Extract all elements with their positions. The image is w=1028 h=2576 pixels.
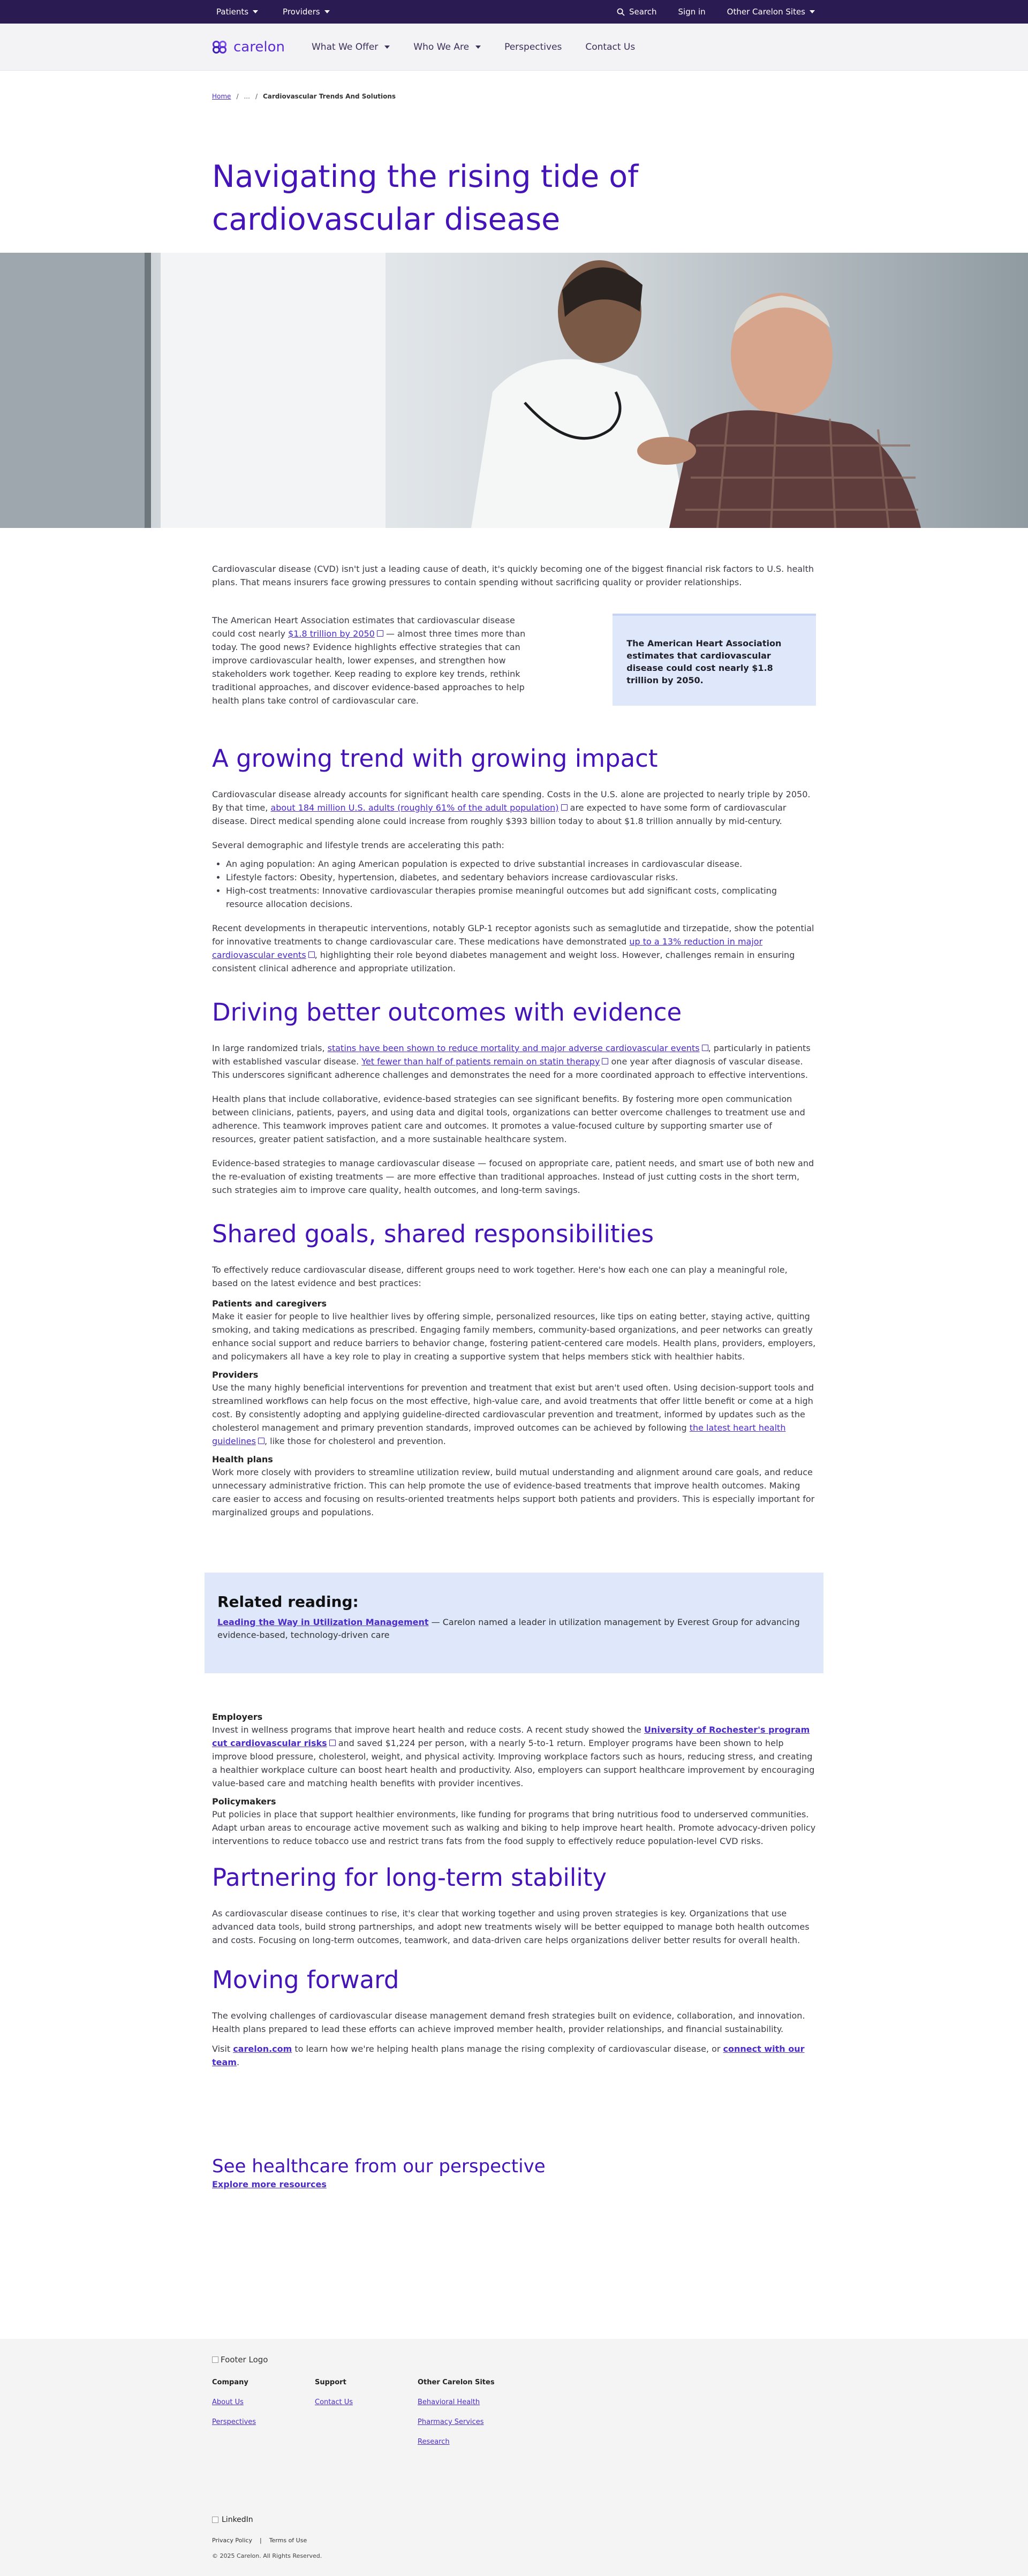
text-span: — almost three times more than today. The good news? Evidence highlights effective strategies that can improve cardiovascular health, lower expenses, and strengthen how stakeholders work together. Keep reading to explore key trends, rethink traditional approaches, and discover evidence-based approaches to help health plans take control of cardiovascular care. bbox=[212, 629, 526, 706]
section-growing-trend bbox=[212, 788, 816, 975]
text-span: . bbox=[236, 2057, 240, 2067]
privacy-policy-link[interactable]: Privacy Policy bbox=[212, 2537, 252, 2544]
glp1-reduction-link[interactable]: up to a 13% reduction in major cardiovascular events bbox=[212, 936, 763, 960]
linkedin-link[interactable] bbox=[212, 2515, 816, 2524]
paragraph: Work more closely with providers to streamline utilization review, build mutual understanding and alignment around care goals, and reduce unnecessary administrative friction. This can help promote the use of evidence-based treatments that improve health outcomes. Making care easier to access and focusing on results-oriented treatments helps support both patients and providers. This is especially important for marginalized groups and populations. bbox=[212, 1467, 815, 1517]
paragraph bbox=[212, 1723, 816, 1790]
paragraph: The evolving challenges of cardiovascular disease management demand fresh strategies built on evidence, collaboration, and innovation. Health plans prepared to lead these efforts can achieve improved member health, provider relationships, and financial sustainability. bbox=[212, 2011, 805, 2034]
intro-paragraph: Cardiovascular disease (CVD) isn't just a leading cause of death, it's quickly becoming one of the biggest financial risk factors to U.S. health plans. That means insurers face growing pressures to contain spending without sacrificing quality or provider relationships. bbox=[212, 564, 814, 587]
providers-label: Providers bbox=[283, 7, 320, 17]
audience-menu bbox=[216, 7, 330, 17]
footer-link-perspectives[interactable]: Perspectives bbox=[212, 2418, 256, 2426]
providers-menu[interactable] bbox=[283, 7, 330, 17]
nav-label: Who We Are bbox=[413, 41, 470, 52]
site-footer bbox=[0, 2339, 1028, 2576]
perspective-cta bbox=[212, 2156, 816, 2189]
broken-image-icon bbox=[212, 2356, 218, 2363]
article-body bbox=[0, 562, 1028, 1519]
legal-links bbox=[212, 2537, 816, 2544]
footer-col-title: Support bbox=[315, 2378, 346, 2386]
list-item: • An aging population: An aging American population is expected to drive substantial increases in cardiovascular disease. bbox=[226, 857, 816, 871]
copyright: © 2025 Carelon. All Rights Reserved. bbox=[212, 2552, 322, 2559]
footer-logo[interactable] bbox=[212, 2355, 816, 2365]
utility-bar bbox=[0, 0, 1028, 24]
paragraph bbox=[212, 1041, 816, 1082]
chevron-down-icon bbox=[384, 46, 390, 49]
footer-link-research[interactable]: Research bbox=[418, 2438, 450, 2446]
perspective-heading: See healthcare from our perspective bbox=[212, 2156, 546, 2177]
heart-guidelines-link[interactable]: the latest heart health guidelines bbox=[212, 1423, 786, 1446]
carelon-mark-icon bbox=[212, 41, 230, 54]
search-button[interactable] bbox=[617, 7, 657, 17]
page-title: Navigating the rising tide of cardiovascular disease bbox=[212, 159, 639, 237]
other-sites-menu[interactable] bbox=[727, 7, 815, 17]
rochester-program-link[interactable]: University of Rochester's program cut cardiovascular risks bbox=[212, 1725, 810, 1748]
sign-in-link[interactable]: Sign in bbox=[678, 7, 706, 17]
paragraph: Evidence-based strategies to manage cardiovascular disease — focused on appropriate care, patient needs, and smart use of both new and the re-evaluation of existing treatments — are more effective than traditional approaches. Instead of just cutting costs in the short term, such strategies aim to improve care quality, health outcomes, and long-term savings. bbox=[212, 1158, 814, 1195]
chevron-down-icon bbox=[810, 10, 815, 13]
section-heading-better-outcomes: Driving better outcomes with evidence bbox=[212, 998, 682, 1026]
nav-perspectives[interactable]: Perspectives bbox=[504, 41, 562, 52]
subheading-patients: Patients and caregivers bbox=[212, 1298, 327, 1309]
paragraph: Make it easier for people to live healthier lives by offering simple, personalized resources, like tips on eating better, staying active, quitting smoking, and taking medications as prescribed. Engaging family members, community-based organizations, and peer networks can greatly enhance social support and reduce barriers to behavior change, fostering patient-centered care models. Health plans, providers, employers, and policymakers all have a key role to play in creating a supportive system that helps members stick with healthier habits. bbox=[212, 1311, 816, 1362]
related-reading-text bbox=[217, 1616, 811, 1642]
section-better-outcomes bbox=[212, 1041, 816, 1197]
paragraph: As cardiovascular disease continues to rise, it's clear that working together and using proven strategies is key. Organizations that use advanced data tools, build strong partnerships, and adopt new treatments wisely will be better equipped to manage both health outcomes and costs. Focusing on long-term outcomes, teamwork, and data-driven care helps organizations deliver better results for overall health. bbox=[212, 1908, 810, 1945]
footer-col-support bbox=[315, 2378, 418, 2458]
breadcrumb-separator: / bbox=[236, 93, 239, 100]
explore-resources-link[interactable]: Explore more resources bbox=[212, 2179, 327, 2189]
subheading-policymakers: Policymakers bbox=[212, 1796, 276, 1807]
footer-link-about[interactable]: About Us bbox=[212, 2398, 244, 2406]
section-heading-moving-forward: Moving forward bbox=[212, 1966, 399, 1994]
search-label: Search bbox=[629, 7, 657, 17]
text-span: In large randomized trials, bbox=[212, 1043, 328, 1053]
text-span: , like those for cholesterol and prevention. bbox=[264, 1436, 446, 1446]
statin-adherence-link[interactable]: Yet fewer than half of patients remain on statin therapy bbox=[361, 1056, 608, 1067]
utility-actions bbox=[617, 7, 815, 17]
paragraph bbox=[212, 2042, 816, 2069]
text-span: Invest in wellness programs that improve heart health and reduce costs. A recent study showed the bbox=[212, 1725, 644, 1735]
text-span: and saved $1,224 per person, with a nearly 5-to-1 return. Employer programs have been shown to help improve blood pressure, cholesterol, weight, and physical activity. Improving workplace factors such as hours, reducing stress, and creating a healthier workplace culture can boost heart health and productivity. Also, employers can support healthcare improvement by encouraging value-based care and matching health benefits with provider incentives. bbox=[212, 1738, 815, 1788]
carelon-site-link[interactable]: carelon.com bbox=[233, 2044, 292, 2054]
paragraph: Health plans that include collaborative, evidence-based strategies can see significant benefits. By fostering more open communication between clinicians, patients, payers, and using data and digital tools, organizations can better overcome challenges to treatment use and adherence. This teamwork improves patient care and outcomes. It promotes a value-focused culture by supporting smarter use of resources, greater patient satisfaction, and a more sustainable healthcare system. bbox=[212, 1094, 805, 1144]
aha-cost-link[interactable]: $1.8 trillion by 2050 bbox=[288, 629, 383, 639]
logo-wordmark: carelon bbox=[233, 39, 285, 55]
nav-what-we-offer[interactable] bbox=[312, 42, 390, 52]
text-span: to learn how we're helping health plans manage the rising complexity of cardiovascular disease, or bbox=[292, 2044, 723, 2054]
paragraph bbox=[212, 1381, 816, 1448]
paragraph: Several demographic and lifestyle trends are accelerating this path: bbox=[212, 840, 504, 850]
terms-of-use-link[interactable]: Terms of Use bbox=[269, 2537, 307, 2544]
section-heading-partnering: Partnering for long-term stability bbox=[212, 1863, 607, 1892]
footer-link-pharmacy[interactable]: Pharmacy Services bbox=[418, 2418, 484, 2426]
chevron-down-icon bbox=[475, 46, 481, 49]
section-heading-growing-trend: A growing trend with growing impact bbox=[212, 744, 658, 773]
patients-label: Patients bbox=[216, 7, 249, 17]
list-item: • Lifestyle factors: Obesity, hypertension, diabetes, and sedentary behaviors increase cardiovascular risks. bbox=[226, 871, 816, 884]
related-reading-heading: Related reading: bbox=[217, 1593, 359, 1611]
nav-who-we-are[interactable] bbox=[413, 42, 481, 52]
section-partnering bbox=[212, 1907, 816, 1947]
paragraph bbox=[212, 788, 816, 828]
pull-quote: The American Heart Association estimates that cardiovascular disease could cost nearly $1.8 trillion by 2050. bbox=[613, 614, 816, 706]
linkedin-icon bbox=[212, 2517, 218, 2523]
related-reading-card bbox=[205, 1573, 823, 1673]
subheading-providers: Providers bbox=[212, 1370, 259, 1380]
paragraph bbox=[212, 921, 816, 975]
list-item: • High-cost treatments: Innovative cardiovascular therapies promise meaningful outcomes but add significant costs, complicating resource allocation decisions. bbox=[226, 884, 816, 911]
footer-link-contact[interactable]: Contact Us bbox=[315, 2398, 353, 2406]
aha-paragraph bbox=[212, 614, 534, 707]
other-sites-label: Other Carelon Sites bbox=[727, 7, 805, 17]
breadcrumb-home[interactable]: Home bbox=[212, 93, 231, 100]
trend-list bbox=[226, 857, 816, 911]
text-span: , highlighting their role beyond diabetes management and weight loss. However, challenges remain in ensuring consistent clinical adherence and appropriate utilization. bbox=[212, 950, 795, 973]
text-span: Visit bbox=[212, 2044, 233, 2054]
section-shared-goals bbox=[212, 1263, 816, 1519]
doctor-patient-photo bbox=[0, 253, 1028, 528]
footer-col-title: Company bbox=[212, 2378, 248, 2386]
connect-team-link[interactable]: connect with our team bbox=[212, 2044, 805, 2067]
breadcrumb-current: Cardiovascular Trends And Solutions bbox=[262, 93, 396, 100]
nav-label: What We Offer bbox=[312, 41, 379, 52]
section-heading-shared-goals: Shared goals, shared responsibilities bbox=[212, 1220, 654, 1248]
subheading-health-plans: Health plans bbox=[212, 1454, 273, 1464]
paragraph: To effectively reduce cardiovascular disease, different groups need to work together. Here's how each one can play a meaningful role, based on the latest evidence and best practices: bbox=[212, 1265, 788, 1288]
text-span: , particularly in patients with established vascular disease. bbox=[212, 1043, 811, 1067]
footer-col-other-sites bbox=[418, 2378, 520, 2458]
related-reading-link[interactable]: Leading the Way in Utilization Management bbox=[217, 1617, 429, 1627]
section-moving-forward bbox=[212, 2009, 816, 2069]
aha-section bbox=[212, 614, 816, 707]
search-icon bbox=[617, 8, 625, 16]
legal-separator: | bbox=[259, 2537, 262, 2544]
hero-image bbox=[0, 253, 1028, 528]
adults-statistic-link[interactable]: about 184 million U.S. adults (roughly 61% of the adult population) bbox=[270, 803, 567, 813]
footer-columns bbox=[212, 2378, 816, 2458]
breadcrumb-separator: / bbox=[255, 93, 258, 100]
text-span: Use the many highly beneficial interventions for prevention and treatment that exist but aren't used often. Using decision-support tools and streamlined workflows can help focus on the most effective, high-value care, and avoid treatments that offer little benefit or come at a high cost. By consistently adopting and applying guideline-directed cardiovascular prevention and treatment, informed by updates such as the cholesterol management and primary prevention standards, improved outcomes can be achieved by following bbox=[212, 1383, 814, 1433]
footer-col-title: Other Carelon Sites bbox=[418, 2378, 495, 2386]
text-span: Cardiovascular disease already accounts for significant health care spending. Costs in the U.S. alone are projected to nearly triple by 2050. By that time, bbox=[212, 789, 811, 813]
text-span: one year after diagnosis of vascular disease. This underscores significant adherence challenges and demonstrates the need for a more coordinated approach to effective interventions. bbox=[212, 1056, 808, 1080]
statins-link[interactable]: statins have been shown to reduce mortality and major adverse cardiovascular events bbox=[328, 1043, 708, 1053]
text-span: The American Heart Association estimates that cardiovascular disease could cost nearly bbox=[212, 615, 515, 639]
article-body-continued bbox=[0, 1712, 1028, 2189]
subheading-employers: Employers bbox=[212, 1712, 263, 1722]
footer-link-behavioral[interactable]: Behavioral Health bbox=[418, 2398, 480, 2406]
carelon-logo[interactable] bbox=[212, 39, 312, 55]
text-span: Recent developments in therapeutic interventions, notably GLP-1 receptor agonists such as semaglutide and tirzepatide, show the potential for innovative treatments to change cardiovascular care. These medications have demonstrated bbox=[212, 923, 814, 947]
paragraph: Put policies in place that support healthier environments, like funding for programs that bring nutritious food to underserved communities. Adapt urban areas to encourage active movement such as walking and biking to help improve heart health. Promote advocacy-driven policy interventions to reduce tobacco use and restrict trans fats from the food supply to effectively reduce population-level CVD risks. bbox=[212, 1809, 816, 1846]
footer-logo-alt: Footer Logo bbox=[221, 2355, 268, 2365]
text-span: — Carelon named a leader in utilization management by Everest Group for advancing evidence-based, technology-driven care bbox=[217, 1617, 800, 1640]
footer-col-company bbox=[212, 2378, 315, 2458]
patients-menu[interactable] bbox=[216, 7, 258, 17]
breadcrumb-ellipsis[interactable]: ... bbox=[244, 93, 250, 100]
chevron-down-icon bbox=[253, 10, 258, 13]
chevron-down-icon bbox=[324, 10, 330, 13]
linkedin-label: LinkedIn bbox=[222, 2515, 253, 2524]
breadcrumb bbox=[0, 91, 1028, 102]
text-span: are expected to have some form of cardiovascular disease. Direct medical spending alone could increase from roughly $393 billion today to about $1.8 trillion annually by mid-century. bbox=[212, 803, 787, 826]
nav-links bbox=[312, 42, 635, 52]
nav-contact-us[interactable]: Contact Us bbox=[585, 41, 636, 52]
main-navigation bbox=[0, 24, 1028, 71]
